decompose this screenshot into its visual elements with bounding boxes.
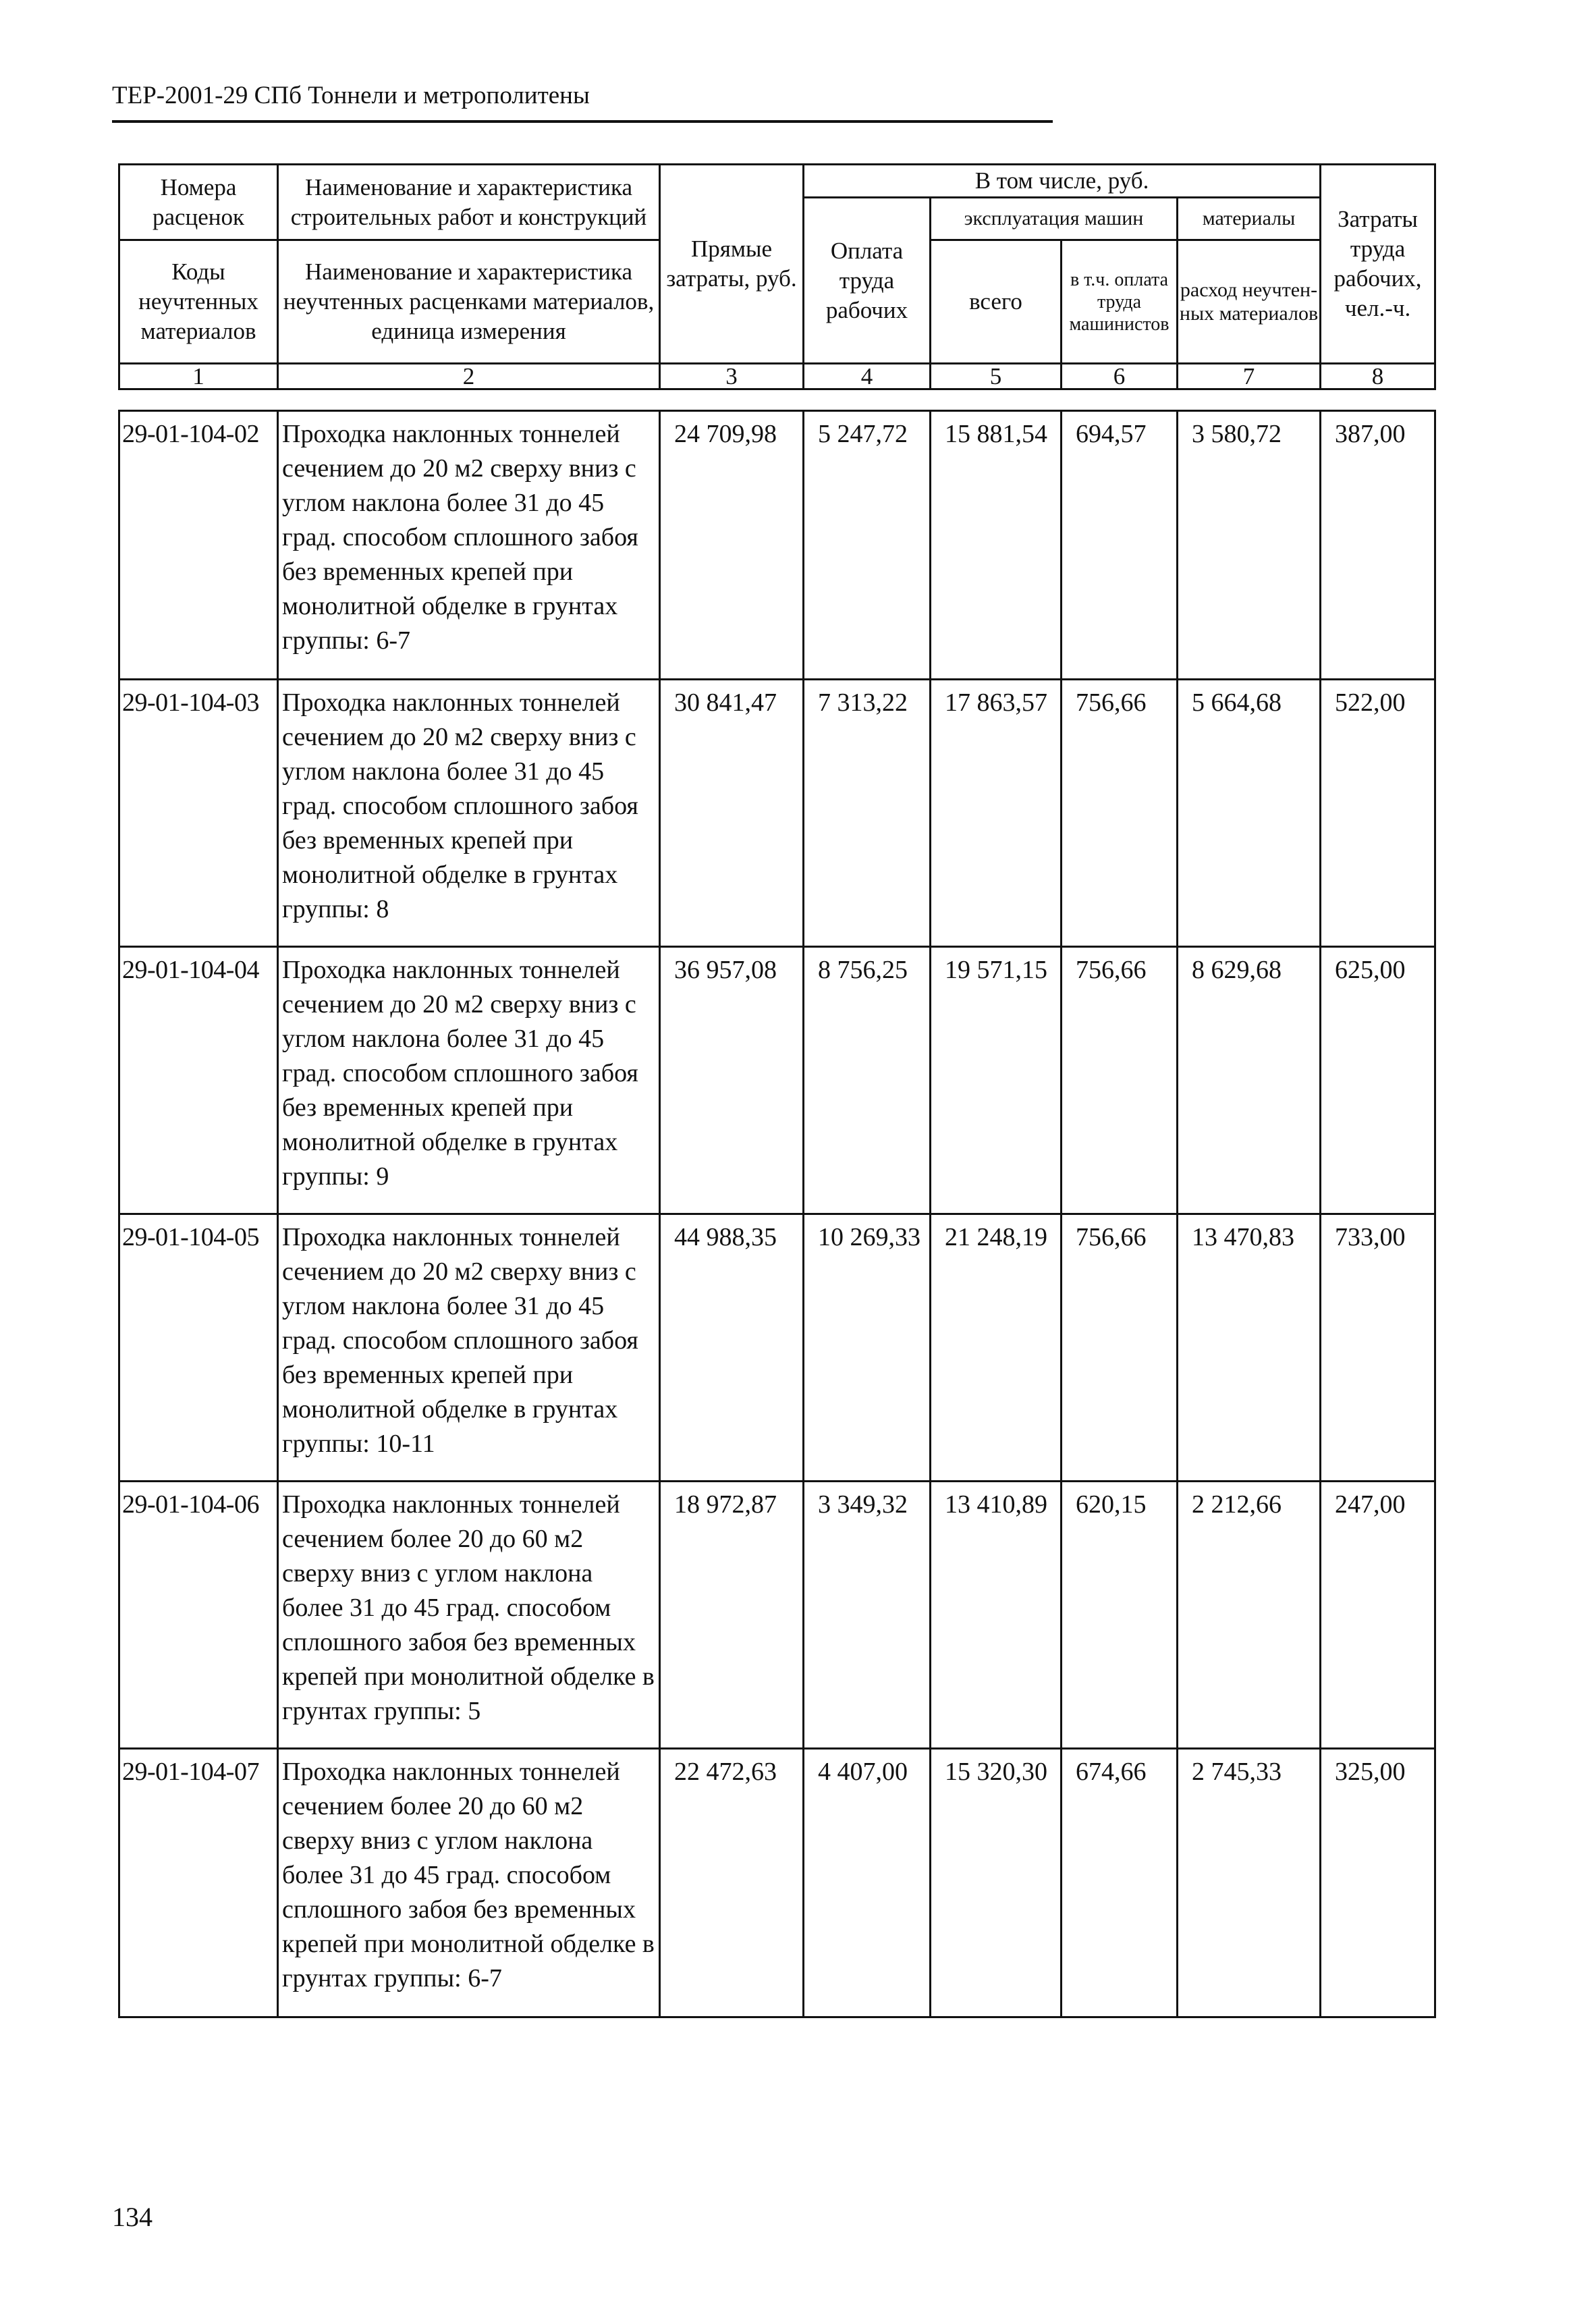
labor-hours-value: 247,00 [1321, 1482, 1435, 1749]
labor-pay-value: 4 407,00 [804, 1749, 931, 2017]
direct-costs-value: 18 972,87 [660, 1482, 804, 1749]
title-underline [112, 120, 1053, 123]
column-number: 3 [660, 364, 804, 389]
header-rate-numbers: Номера расценок [119, 165, 278, 240]
machinist-pay-value: 620,15 [1062, 1482, 1178, 1749]
rate-code: 29-01-104-02 [119, 411, 278, 680]
column-number: 4 [804, 364, 931, 389]
labor-hours-value: 387,00 [1321, 411, 1435, 680]
machines-total-value: 19 571,15 [931, 947, 1062, 1214]
header-materials: материалы [1178, 197, 1321, 240]
work-description: Проходка наклонных тоннелей сечением более 20 до 60 м2 сверху вниз с углом наклона более 31 до 45 град. способом сплошного забоя без временных крепей при монолитной обделке в грунтах группы: 5 [278, 1482, 660, 1749]
rate-code: 29-01-104-07 [119, 1749, 278, 2017]
machinist-pay-value: 694,57 [1062, 411, 1178, 680]
column-number: 1 [119, 364, 278, 389]
direct-costs-value: 22 472,63 [660, 1749, 804, 2017]
work-description: Проходка наклонных тоннелей сечением до 20 м2 сверху вниз с углом наклона более 31 до 45 град. способом сплошного забоя без временных крепей при монолитной обделке в грунтах группы: 8 [278, 680, 660, 947]
materials-value: 2 212,66 [1178, 1482, 1321, 1749]
column-number: 6 [1062, 364, 1178, 389]
header-machine-operation: эксплуатация машин [931, 197, 1178, 240]
materials-value: 13 470,83 [1178, 1214, 1321, 1482]
rates-table [118, 410, 1436, 2018]
direct-costs-value: 30 841,47 [660, 680, 804, 947]
rate-code: 29-01-104-04 [119, 947, 278, 1214]
header-direct-costs: Прямые затраты, руб. [660, 165, 804, 364]
work-description: Проходка наклонных тоннелей сечением до 20 м2 сверху вниз с углом наклона более 31 до 45 град. способом сплошного забоя без временных крепей при монолитной обделке в грунтах группы: 6-7 [278, 411, 660, 680]
machines-total-value: 13 410,89 [931, 1482, 1062, 1749]
direct-costs-value: 36 957,08 [660, 947, 804, 1214]
column-number: 2 [278, 364, 660, 389]
table-row [119, 680, 1435, 947]
column-number: 7 [1178, 364, 1321, 389]
labor-pay-value: 10 269,33 [804, 1214, 931, 1482]
machines-total-value: 21 248,19 [931, 1214, 1062, 1482]
work-description: Проходка наклонных тоннелей сечением более 20 до 60 м2 сверху вниз с углом наклона более 31 до 45 град. способом сплошного забоя без временных крепей при монолитной обделке в грунтах группы: 6-7 [278, 1749, 660, 2017]
machines-total-value: 15 881,54 [931, 411, 1062, 680]
labor-pay-value: 7 313,22 [804, 680, 931, 947]
column-number: 8 [1321, 364, 1435, 389]
rate-code: 29-01-104-03 [119, 680, 278, 947]
labor-hours-value: 325,00 [1321, 1749, 1435, 2017]
header-labor-pay: Оплата труда рабочих [804, 197, 931, 363]
work-description: Проходка наклонных тоннелей сечением до 20 м2 сверху вниз с углом наклона более 31 до 45 град. способом сплошного забоя без временных крепей при монолитной обделке в грунтах группы: 9 [278, 947, 660, 1214]
header-work-name: Наименование и характеристика строительных работ и конструкций [278, 165, 660, 240]
column-number: 5 [931, 364, 1062, 389]
labor-pay-value: 8 756,25 [804, 947, 931, 1214]
machinist-pay-value: 756,66 [1062, 947, 1178, 1214]
labor-pay-value: 5 247,72 [804, 411, 931, 680]
rate-code: 29-01-104-06 [119, 1482, 278, 1749]
table-row [119, 947, 1435, 1214]
rate-code: 29-01-104-05 [119, 1214, 278, 1482]
document-title: ТЕР-2001-29 СПб Тоннели и метрополитены [112, 82, 590, 109]
direct-costs-value: 44 988,35 [660, 1214, 804, 1482]
table-row [119, 1749, 1435, 2017]
page-number: 134 [112, 2202, 153, 2232]
machinist-pay-value: 674,66 [1062, 1749, 1178, 2017]
table-row [119, 411, 1435, 680]
labor-hours-value: 522,00 [1321, 680, 1435, 947]
work-description: Проходка наклонных тоннелей сечением до 20 м2 сверху вниз с углом наклона более 31 до 45 град. способом сплошного забоя без временных крепей при монолитной обделке в грунтах группы: 10-11 [278, 1214, 660, 1482]
materials-value: 8 629,68 [1178, 947, 1321, 1214]
materials-value: 3 580,72 [1178, 411, 1321, 680]
direct-costs-value: 24 709,98 [660, 411, 804, 680]
header-unaccounted-names: Наименование и характеристика неучтенных расценками материалов, единица измерения [278, 240, 660, 364]
machinist-pay-value: 756,66 [1062, 680, 1178, 947]
header-including-group: В том числе, руб. [804, 165, 1321, 198]
header-labor-hours: Затраты труда рабочих, чел.-ч. [1321, 165, 1435, 364]
table-row [119, 1482, 1435, 1749]
header-machinist-pay: в т.ч. оплата труда машинистов [1062, 240, 1178, 364]
labor-pay-value: 3 349,32 [804, 1482, 931, 1749]
table-row [119, 1214, 1435, 1482]
materials-value: 2 745,33 [1178, 1749, 1321, 2017]
header-unaccounted-codes: Коды неучтенных материалов [119, 240, 278, 364]
machinist-pay-value: 756,66 [1062, 1214, 1178, 1482]
header-machines-total: всего [931, 240, 1062, 364]
table-header [118, 163, 1436, 390]
machines-total-value: 15 320,30 [931, 1749, 1062, 2017]
labor-hours-value: 625,00 [1321, 947, 1435, 1214]
machines-total-value: 17 863,57 [931, 680, 1062, 947]
materials-value: 5 664,68 [1178, 680, 1321, 947]
header-unaccounted-materials: расход неучтен-ных материалов [1178, 240, 1321, 364]
labor-hours-value: 733,00 [1321, 1214, 1435, 1482]
